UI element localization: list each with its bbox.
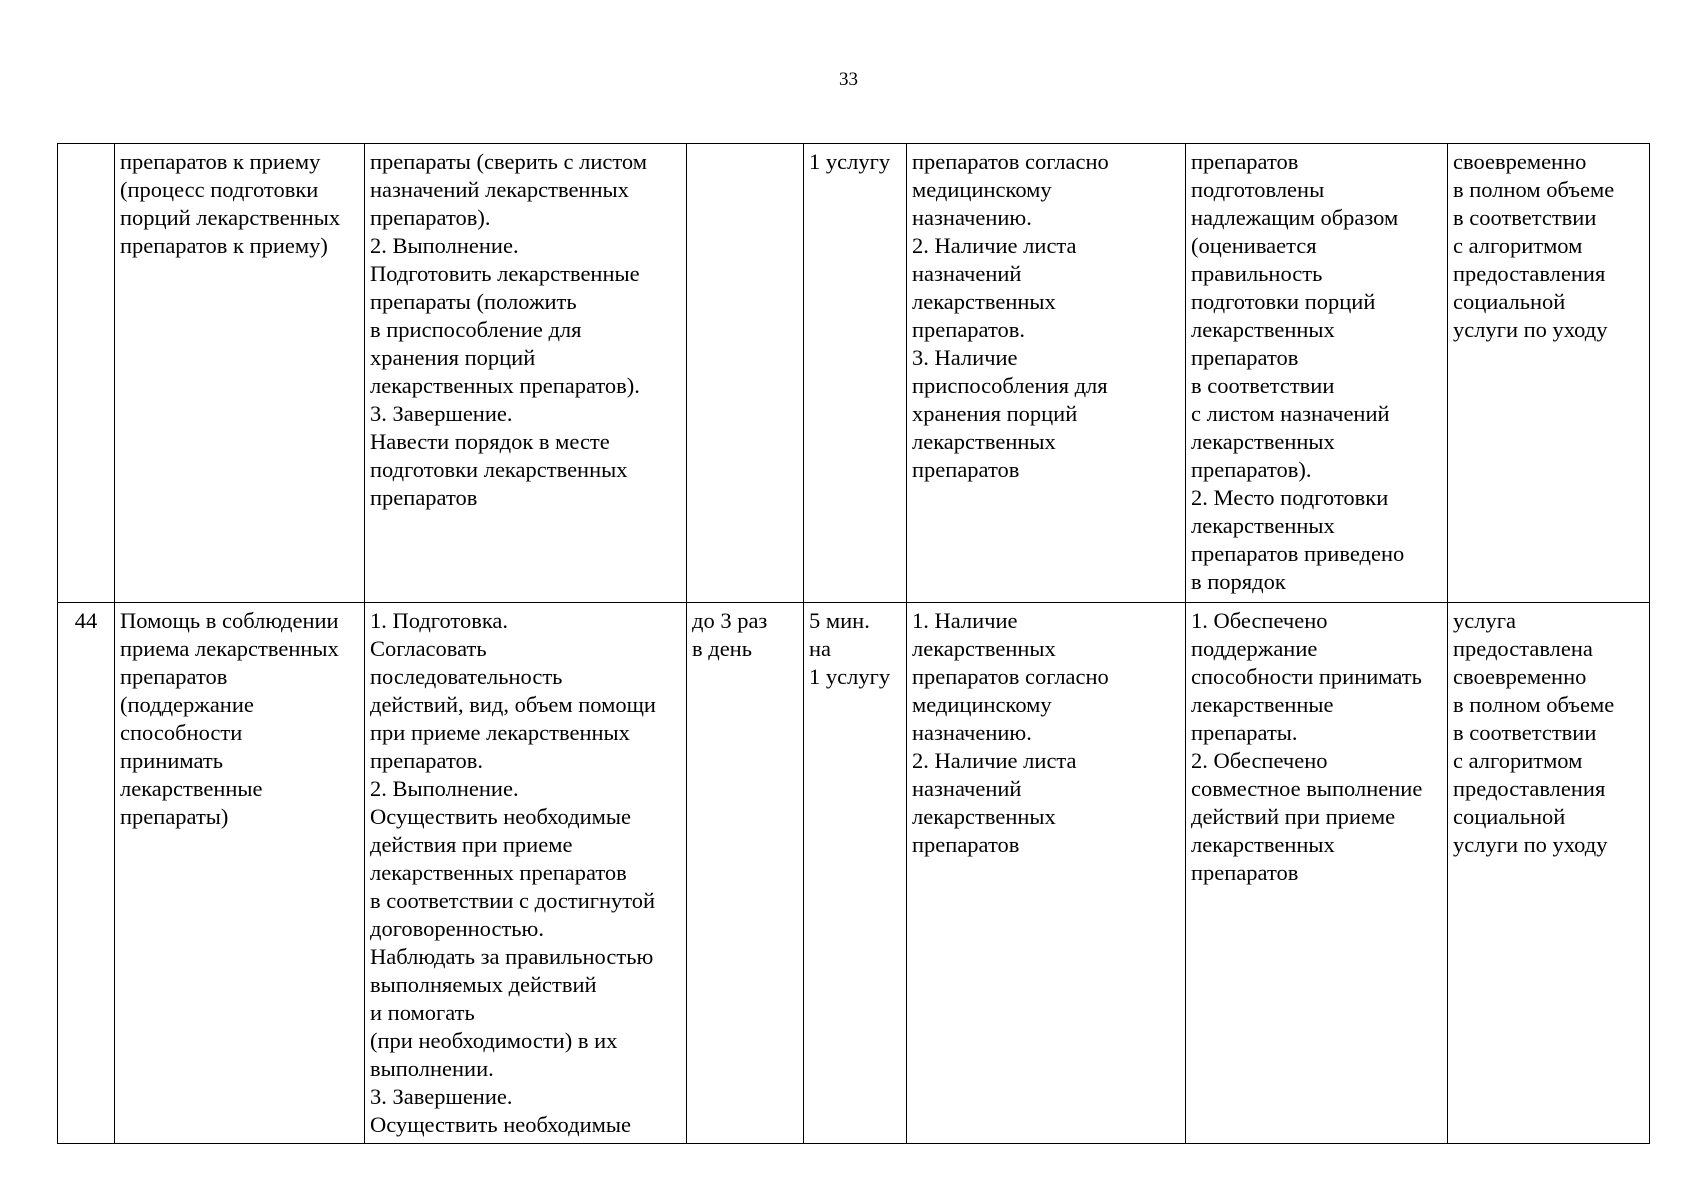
conditions-cell: 1. Наличие лекарственных препаратов согласно медицинскому назначению. 2. Наличие листа назначений лекарственных препаратов [907,603,1186,1144]
row-number-cell [58,144,115,603]
service-content-cell: препараты (сверить с листом назначений лекарственных препаратов). 2. Выполнение. Подготовить лекарственные препараты (положить в приспособление для хранения порций лекарственных препаратов). 3. Завершение. Навести порядок в месте подготовки лекарственных препаратов [365,144,687,603]
row-number-cell: 44 [58,603,115,1144]
service-content-cell: 1. Подготовка. Согласовать последовательность действий, вид, объем помощи при приеме лекарственных препаратов. 2. Выполнение. Осуществить необходимые действия при приеме лекарственных препаратов в соответствии с достигнутой договоренностью. Наблюдать за правильностью выполняемых действий и помогать (при необходимости) в их выполнении. 3. Завершение. Осуществить необходимые [365,603,687,1144]
table-row [58,603,1650,1144]
quality-cell: услуга предоставлена своевременно в полном объеме в соответствии с алгоритмом предоставления социальной услуги по уходу [1448,603,1650,1144]
quality-cell: своевременно в полном объеме в соответствии с алгоритмом предоставления социальной услуги по уходу [1448,144,1650,603]
time-norm-cell: 1 услугу [804,144,907,603]
frequency-cell [687,144,804,603]
service-name-cell: препаратов к приему (процесс подготовки порций лекарственных препаратов к приему) [115,144,365,603]
result-cell: 1. Обеспечено поддержание способности принимать лекарственные препараты. 2. Обеспечено совместное выполнение действий при приеме лекарственных препаратов [1186,603,1448,1144]
page-number: 33 [839,69,858,90]
result-cell: препаратов подготовлены надлежащим образом (оценивается правильность подготовки порций лекарственных препаратов в соответствии с листом назначений лекарственных препаратов). 2. Место подготовки лекарственных препаратов приведено в порядок [1186,144,1448,603]
frequency-cell: до 3 раз в день [687,603,804,1144]
service-name-cell: Помощь в соблюдении приема лекарственных препаратов (поддержание способности принимать лекарственные препараты) [115,603,365,1144]
time-norm-cell: 5 мин. на 1 услугу [804,603,907,1144]
services-table [57,143,1650,1144]
table-row [58,144,1650,603]
conditions-cell: препаратов согласно медицинскому назначению. 2. Наличие листа назначений лекарственных препаратов. 3. Наличие приспособления для хранения порций лекарственных препаратов [907,144,1186,603]
